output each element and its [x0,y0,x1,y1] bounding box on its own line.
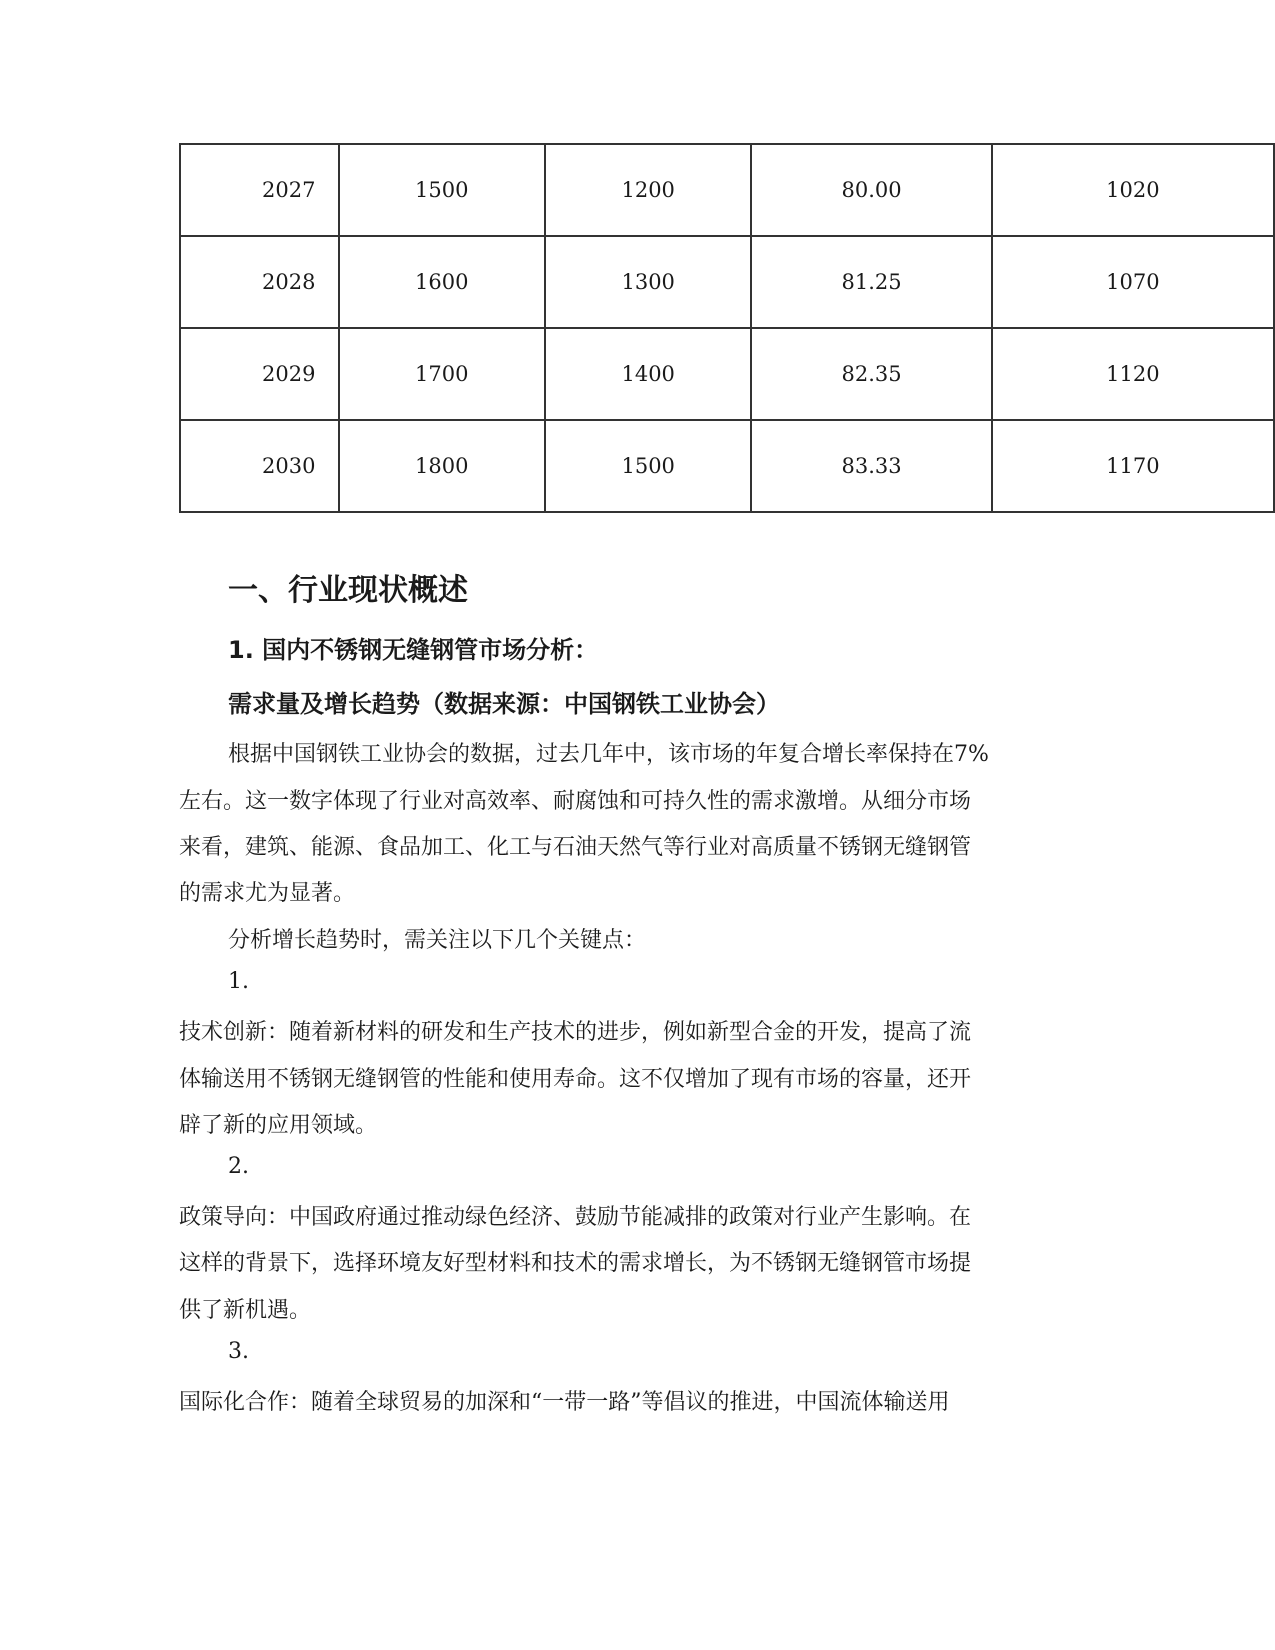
table-row [180,236,1274,328]
paragraph-line: 辟了新的应用领域。 [179,1113,378,1138]
table-cell: 1400 [545,328,751,420]
paragraph-line: 体输送用不锈钢无缝钢管的性能和使用寿命。这不仅增加了现有市场的容量，还开 [179,1067,972,1092]
table-cell: 1500 [545,420,751,512]
table-cell: 1170 [992,420,1274,512]
data-table [179,143,1275,513]
list-number: 3. [228,1339,249,1364]
subsection-heading: 1. 国内不锈钢无缝钢管市场分析： [228,636,599,664]
table-row [180,144,1274,236]
paragraph-line: 来看，建筑、能源、食品加工、化工与石油天然气等行业对高质量不锈钢无缝钢管 [179,835,972,860]
table-cell: 1020 [992,144,1274,236]
paragraph-line: 左右。这一数字体现了行业对高效率、耐腐蚀和可持久性的需求激增。从细分市场 [179,789,972,814]
table-cell: 1200 [545,144,751,236]
table-cell: 2027 [180,144,339,236]
table-cell: 2028 [180,236,339,328]
table-cell: 80.00 [751,144,991,236]
table-cell: 82.35 [751,328,991,420]
table-cell: 2029 [180,328,339,420]
table-row [180,420,1274,512]
table-cell: 2030 [180,420,339,512]
paragraph-line: 技术创新：随着新材料的研发和生产技术的进步，例如新型合金的开发，提高了流 [179,1020,972,1045]
paragraph-line: 分析增长趋势时，需关注以下几个关键点： [228,928,647,953]
list-number: 2. [228,1154,249,1179]
table-cell: 1300 [545,236,751,328]
list-number: 1. [228,969,249,994]
table-cell: 1070 [992,236,1274,328]
table-cell: 1600 [339,236,545,328]
section-heading: 一、行业现状概述 [228,573,468,608]
paragraph-line: 国际化合作：随着全球贸易的加深和“一带一路”等倡议的推进，中国流体输送用 [179,1390,950,1415]
table-cell: 1500 [339,144,545,236]
table-cell: 81.25 [751,236,991,328]
paragraph-line: 的需求尤为显著。 [179,881,356,906]
table-cell: 1700 [339,328,545,420]
table-cell: 83.33 [751,420,991,512]
table-cell: 1800 [339,420,545,512]
paragraph-line: 政策导向：中国政府通过推动绿色经济、鼓励节能减排的政策对行业产生影响。在 [179,1205,972,1230]
table-row [180,328,1274,420]
table-cell: 1120 [992,328,1274,420]
paragraph-line: 这样的背景下，选择环境友好型材料和技术的需求增长，为不锈钢无缝钢管市场提 [179,1251,972,1276]
paragraph-line: 供了新机遇。 [179,1298,312,1323]
subheading: 需求量及增长趋势（数据来源：中国钢铁工业协会） [228,690,780,718]
paragraph-line: 根据中国钢铁工业协会的数据，过去几年中，该市场的年复合增长率保持在7% [228,742,989,767]
